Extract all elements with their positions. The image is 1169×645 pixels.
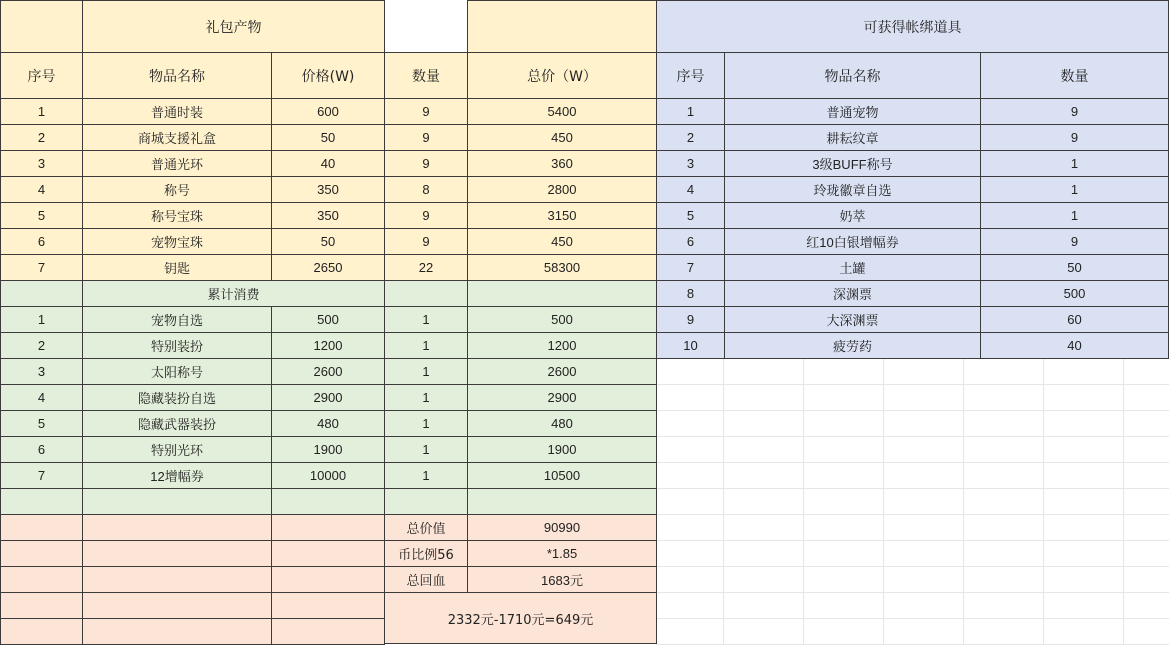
cumulative-row-2-total[interactable]: 1200 [467,332,657,359]
cumulative-row-1-name[interactable]: 宠物自选 [82,306,272,333]
cumulative-row-7-name[interactable]: 12增幅券 [82,462,272,489]
empty-cells-area[interactable] [656,358,1169,645]
summary-label-return_label[interactable]: 总回血 [384,566,468,593]
summary-value-ratio_value[interactable]: *1.85 [467,540,657,567]
cumulative-row-1-price[interactable]: 500 [271,306,385,333]
bound-row-8-no[interactable]: 8 [656,280,725,307]
cumulative-row-5-qty[interactable]: 1 [384,410,468,437]
gift-row-1-price[interactable]: 600 [271,98,385,125]
cumulative-row-2-no[interactable]: 2 [0,332,83,359]
gift-row-3-total[interactable]: 360 [467,150,657,177]
gift-row-5-price[interactable]: 350 [271,202,385,229]
cell-blank[interactable] [82,592,272,619]
gift-section-title[interactable]: 礼包产物 [82,0,385,53]
bound-row-10-name[interactable]: 疲劳药 [724,332,981,359]
cumulative-row-1-qty[interactable]: 1 [384,306,468,333]
gift-row-1-name[interactable]: 普通时装 [82,98,272,125]
cumulative-row-7-price[interactable]: 10000 [271,462,385,489]
bound-row-2-qty[interactable]: 9 [980,124,1169,151]
bound-row-1-qty[interactable]: 9 [980,98,1169,125]
gift-row-4-price[interactable]: 350 [271,176,385,203]
bound-row-2-name[interactable]: 耕耘纹章 [724,124,981,151]
bound-row-8-name[interactable]: 深渊票 [724,280,981,307]
cumulative-row-6-total[interactable]: 1900 [467,436,657,463]
bound-row-10-no[interactable]: 10 [656,332,725,359]
gift-row-3-price[interactable]: 40 [271,150,385,177]
cumulative-row-2-name[interactable]: 特别装扮 [82,332,272,359]
bound-row-3-name[interactable]: 3级BUFF称号 [724,150,981,177]
cell-blank[interactable] [467,280,657,307]
bound-row-4-name[interactable]: 玲珑徽章自选 [724,176,981,203]
cumulative-row-7-qty[interactable]: 1 [384,462,468,489]
bound-row-7-qty[interactable]: 50 [980,254,1169,281]
gift-row-2-name[interactable]: 商城支援礼盒 [82,124,272,151]
cell-blank[interactable] [271,592,385,619]
cell-blank[interactable] [271,540,385,567]
cumulative-row-5-price[interactable]: 480 [271,410,385,437]
cell-blank[interactable] [0,540,83,567]
cell-blank[interactable] [0,566,83,593]
gift-row-5-qty[interactable]: 9 [384,202,468,229]
cumulative-row-5-no[interactable]: 5 [0,410,83,437]
column-header-name[interactable]: 物品名称 [82,52,272,99]
gift-row-7-name[interactable]: 钥匙 [82,254,272,281]
cumulative-row-2-qty[interactable]: 1 [384,332,468,359]
gift-row-5-name[interactable]: 称号宝珠 [82,202,272,229]
cumulative-row-3-name[interactable]: 太阳称号 [82,358,272,385]
cell-blank[interactable] [0,488,83,515]
gift-row-3-no[interactable]: 3 [0,150,83,177]
gift-row-4-qty[interactable]: 8 [384,176,468,203]
cell-blank[interactable] [384,488,468,515]
cumulative-row-2-price[interactable]: 1200 [271,332,385,359]
cumulative-row-7-total[interactable]: 10500 [467,462,657,489]
summary-note[interactable]: 2332元-1710元=649元 [384,592,657,644]
gift-row-2-qty[interactable]: 9 [384,124,468,151]
cell-blank[interactable] [0,280,83,307]
cumulative-row-4-no[interactable]: 4 [0,384,83,411]
bound-row-9-name[interactable]: 大深渊票 [724,306,981,333]
bound-row-7-no[interactable]: 7 [656,254,725,281]
bound-row-8-qty[interactable]: 500 [980,280,1169,307]
cumulative-row-4-name[interactable]: 隐藏装扮自选 [82,384,272,411]
bound-row-3-no[interactable]: 3 [656,150,725,177]
cumulative-row-5-name[interactable]: 隐藏武器装扮 [82,410,272,437]
gift-row-2-total[interactable]: 450 [467,124,657,151]
column-header-no[interactable]: 序号 [0,52,83,99]
cumulative-row-4-qty[interactable]: 1 [384,384,468,411]
cell-blank[interactable] [0,592,83,619]
cell-blank[interactable] [82,618,272,645]
cumulative-row-1-total[interactable]: 500 [467,306,657,333]
gift-row-6-name[interactable]: 宠物宝珠 [82,228,272,255]
cumulative-row-3-qty[interactable]: 1 [384,358,468,385]
gift-row-6-total[interactable]: 450 [467,228,657,255]
gift-row-2-price[interactable]: 50 [271,124,385,151]
cell-blank[interactable] [0,0,83,53]
gift-row-7-price[interactable]: 2650 [271,254,385,281]
gift-row-3-name[interactable]: 普通光环 [82,150,272,177]
cell-blank[interactable] [82,514,272,541]
gift-row-1-no[interactable]: 1 [0,98,83,125]
cell-blank[interactable] [82,488,272,515]
cumulative-row-4-price[interactable]: 2900 [271,384,385,411]
cell-blank[interactable] [82,566,272,593]
cell-blank[interactable] [467,0,657,53]
summary-value-return_value[interactable]: 1683元 [467,566,657,593]
cumulative-row-1-no[interactable]: 1 [0,306,83,333]
bound-row-3-qty[interactable]: 1 [980,150,1169,177]
bound-row-7-name[interactable]: 土罐 [724,254,981,281]
gift-row-5-total[interactable]: 3150 [467,202,657,229]
summary-label-total_value_label[interactable]: 总价值 [384,514,468,541]
bound-row-6-name[interactable]: 红10白银增幅券 [724,228,981,255]
bound-column-header-qty[interactable]: 数量 [980,52,1169,99]
bound-row-6-qty[interactable]: 9 [980,228,1169,255]
cell-blank[interactable] [384,280,468,307]
gift-row-1-qty[interactable]: 9 [384,98,468,125]
bound-row-10-qty[interactable]: 40 [980,332,1169,359]
bound-row-4-no[interactable]: 4 [656,176,725,203]
bound-row-9-qty[interactable]: 60 [980,306,1169,333]
cell-blank[interactable] [0,514,83,541]
gift-row-6-no[interactable]: 6 [0,228,83,255]
gift-row-4-no[interactable]: 4 [0,176,83,203]
cell-blank[interactable] [271,488,385,515]
cell-blank[interactable] [82,540,272,567]
gift-row-2-no[interactable]: 2 [0,124,83,151]
column-header-price[interactable]: 价格(W) [271,52,385,99]
bound-row-9-no[interactable]: 9 [656,306,725,333]
cumulative-row-6-qty[interactable]: 1 [384,436,468,463]
cumulative-row-6-no[interactable]: 6 [0,436,83,463]
gift-row-5-no[interactable]: 5 [0,202,83,229]
cumulative-row-6-name[interactable]: 特别光环 [82,436,272,463]
gift-row-1-total[interactable]: 5400 [467,98,657,125]
cell-blank[interactable] [0,618,83,645]
cumulative-row-6-price[interactable]: 1900 [271,436,385,463]
summary-label-ratio_label[interactable]: 币比例56 [384,540,468,567]
cell-blank[interactable] [467,488,657,515]
cumulative-row-7-no[interactable]: 7 [0,462,83,489]
gift-row-4-name[interactable]: 称号 [82,176,272,203]
bound-row-2-no[interactable]: 2 [656,124,725,151]
bound-row-5-name[interactable]: 奶萃 [724,202,981,229]
cumulative-row-3-price[interactable]: 2600 [271,358,385,385]
gift-row-4-total[interactable]: 2800 [467,176,657,203]
cell-blank[interactable] [271,514,385,541]
bound-row-6-no[interactable]: 6 [656,228,725,255]
bound-row-1-name[interactable]: 普通宠物 [724,98,981,125]
gift-row-7-qty[interactable]: 22 [384,254,468,281]
gift-row-7-no[interactable]: 7 [0,254,83,281]
cumulative-row-3-total[interactable]: 2600 [467,358,657,385]
bound-column-header-name[interactable]: 物品名称 [724,52,981,99]
bound-column-header-no[interactable]: 序号 [656,52,725,99]
cumulative-section-title[interactable]: 累计消费 [82,280,385,307]
cumulative-row-4-total[interactable]: 2900 [467,384,657,411]
gift-row-6-price[interactable]: 50 [271,228,385,255]
cumulative-row-5-total[interactable]: 480 [467,410,657,437]
cell-blank[interactable] [271,618,385,645]
gift-row-6-qty[interactable]: 9 [384,228,468,255]
bound-row-1-no[interactable]: 1 [656,98,725,125]
summary-value-total_value[interactable]: 90990 [467,514,657,541]
bound-items-section-title[interactable]: 可获得帐绑道具 [656,0,1169,53]
cumulative-row-3-no[interactable]: 3 [0,358,83,385]
cell-blank[interactable] [271,566,385,593]
bound-row-5-no[interactable]: 5 [656,202,725,229]
gift-row-7-total[interactable]: 58300 [467,254,657,281]
bound-row-4-qty[interactable]: 1 [980,176,1169,203]
column-header-qty[interactable]: 数量 [384,52,468,99]
gift-row-3-qty[interactable]: 9 [384,150,468,177]
column-header-total[interactable]: 总价（W） [467,52,657,99]
bound-row-5-qty[interactable]: 1 [980,202,1169,229]
